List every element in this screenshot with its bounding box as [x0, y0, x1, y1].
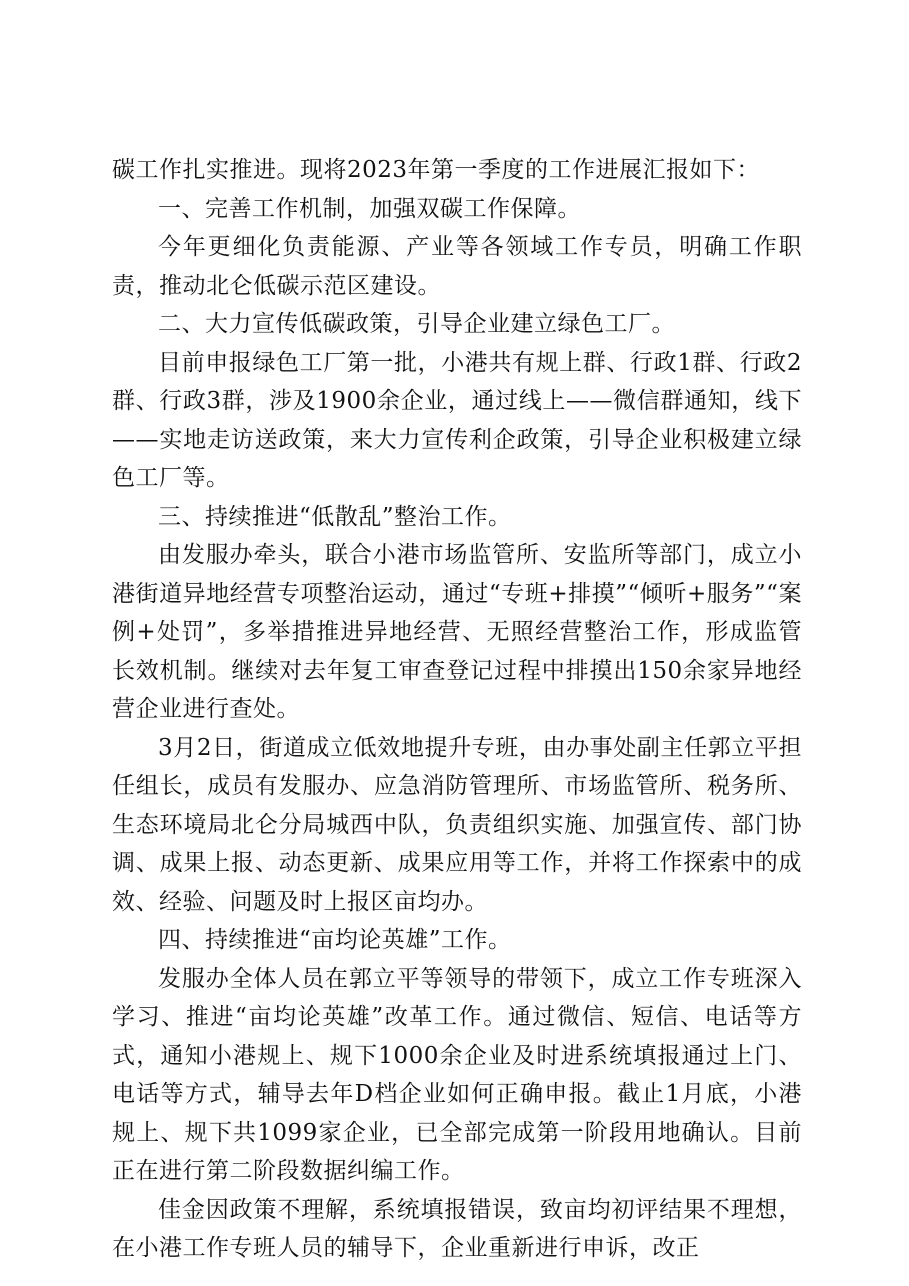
document-body — [112, 151, 802, 1268]
heading-section-4: 四、持续推进“亩均论英雄”工作。 — [158, 927, 512, 953]
paragraph-section-2: 目前申报绿色工厂第一批，小港共有规上群、行政1群、行政2群、行政3群，涉及1900余企业，通过线上——微信群通知，线下——实地走访送政策，来大力宣传利企政策，引导企业积极建立绿色工厂等。 — [112, 349, 802, 491]
paragraph-section-3-a: 由发服办牵头，联合小港市场监管所、安监所等部门，成立小港街道异地经营专项整治运动，通过“专班+排摸”“倾听+服务”“案例+处罚”，多举措推进异地经营、无照经营整治工作，形成监管长效机制。继续对去年复工审查登记过程中排摸出150余家异地经营企业进行查处。 — [112, 542, 802, 722]
paragraph-section-1: 今年更细化负责能源、产业等各领域工作专员，明确工作职责，推动北仑低碳示范区建设。 — [112, 234, 802, 299]
heading-section-3: 三、持续推进“低散乱”整治工作。 — [158, 503, 512, 530]
paragraph-intro: 碳工作扎实推进。现将2023年第一季度的工作进展汇报如下： — [112, 157, 761, 183]
paragraph-section-4-a: 发服办全体人员在郭立平等领导的带领下，成立工作专班深入学习、推进“亩均论英雄”改革工作。通过微信、短信、电话等方式，通知小港规上、规下1000余企业及时进系统填报通过上门、电话等方式，辅导去年D档企业如何正确申报。截止1月底，小港规上、规下共1099家企业，已全部完成第一阶段用地确认。目前正在进行第二阶段数据纠编工作。 — [112, 965, 802, 1184]
heading-section-1: 一、完善工作机制，加强双碳工作保障。 — [158, 195, 581, 222]
paragraph-section-3-b: 3月2日，街道成立低效地提升专班，由办事处副主任郭立平担任组长，成员有发服办、应急消防管理所、市场监管所、税务所、生态环境局北仑分局城西中队，负责组织实施、加强宣传、部门协调、成果上报、动态更新、成果应用等工作，并将工作探索中的成效、经验、问题及时上报区亩均办。 — [112, 734, 802, 915]
heading-section-2: 二、大力宣传低碳政策，引导企业建立绿色工厂。 — [158, 311, 675, 337]
paragraph-section-4-b: 佳金因政策不理解，系统填报错误，致亩均初评结果不理想，在小港工作专班人员的辅导下，企业重新进行申诉，改正 — [112, 1196, 802, 1261]
